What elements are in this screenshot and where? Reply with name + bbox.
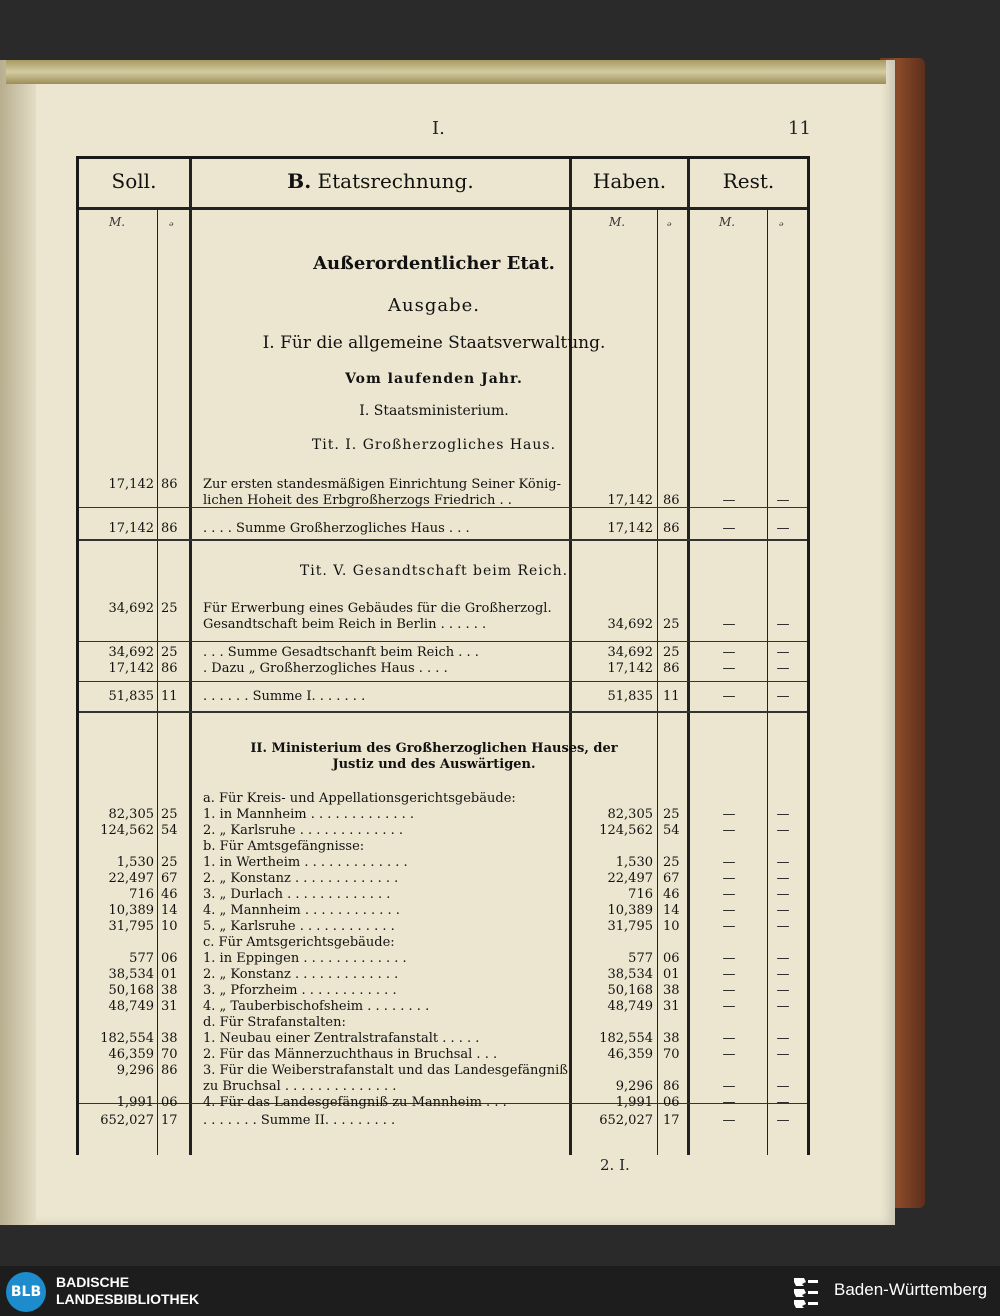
cell-hp: 54 [663, 823, 680, 838]
cell-hp: 10 [663, 919, 680, 934]
cell-r1: — [722, 1079, 736, 1094]
cell-hm: 46,359 [607, 1047, 653, 1062]
cell-sp: 25 [161, 601, 178, 616]
cell-hm: 1,530 [615, 855, 653, 870]
cell-hm: 38,534 [607, 967, 653, 982]
cell-sm: 48,749 [108, 999, 154, 1014]
cell-r1: — [722, 999, 736, 1014]
cell-hm: 17,142 [607, 661, 653, 676]
ledger-row [79, 601, 807, 617]
jahr-title: Vom laufenden Jahr. [345, 371, 523, 387]
ledger-table [76, 156, 810, 1155]
section-rule [79, 539, 807, 541]
cell-tx: 1. Neubau einer Zentralstrafanstalt . . . . . [203, 1031, 480, 1046]
cell-tx: . . . . . . . Summe II. . . . . . . . . [203, 1113, 396, 1128]
blb-line2: LANDESBIBLIOTHEK [56, 1291, 200, 1307]
cell-tx: Für Erwerbung eines Gebäudes für die Großherzogl. [203, 601, 552, 616]
ledger-row [79, 951, 807, 967]
ledger-row [79, 1015, 807, 1031]
cell-hp: 25 [663, 855, 680, 870]
cell-tx: . . . . Summe Großherzogliches Haus . . . [203, 521, 470, 536]
cell-hm: 50,168 [607, 983, 653, 998]
ledger-row [79, 999, 807, 1015]
cell-r1: — [722, 1113, 736, 1128]
cell-hm: 10,389 [607, 903, 653, 918]
cell-r2: — [776, 903, 790, 918]
ledger-row [79, 661, 807, 677]
cell-r2: — [776, 951, 790, 966]
cell-sp: 38 [161, 983, 178, 998]
cell-sm: 182,554 [100, 1031, 154, 1046]
title-letter: B. [287, 169, 312, 193]
cell-r1: — [722, 807, 736, 822]
ledger-row [79, 839, 807, 855]
cell-hm: 31,795 [607, 919, 653, 934]
cell-r1: — [722, 1047, 736, 1062]
cell-r1: — [722, 919, 736, 934]
blb-logo-icon[interactable]: BLB [6, 1272, 46, 1312]
cell-r1: — [722, 887, 736, 902]
cell-hm: 82,305 [607, 807, 653, 822]
cell-r1: — [722, 661, 736, 676]
cell-r2: — [776, 919, 790, 934]
cell-hm: 48,749 [607, 999, 653, 1014]
cell-r1: — [722, 903, 736, 918]
ledger-row [79, 1113, 807, 1129]
ledger-row [79, 617, 807, 633]
ledger-row [79, 935, 807, 951]
title-text: Etatsrechnung. [317, 169, 474, 193]
cell-hm: 182,554 [599, 1031, 653, 1046]
ledger-row [79, 791, 807, 807]
cell-sm: 17,142 [108, 521, 154, 536]
cell-r1: — [722, 967, 736, 982]
cell-tx: . . . Summe Gesadtschanft beim Reich . . . [203, 645, 479, 660]
cell-tx: 4. „ Tauberbischofsheim . . . . . . . . [203, 999, 430, 1014]
cell-tx: . . . . . . Summe I. . . . . . . [203, 689, 366, 704]
cell-r2: — [776, 855, 790, 870]
cell-tx: a. Für Kreis- und Appellationsgerichtsgebäude: [203, 791, 516, 806]
cell-sp: 06 [161, 1095, 178, 1110]
cell-tx: 2. „ Konstanz . . . . . . . . . . . . . [203, 967, 399, 982]
cell-hp: 70 [663, 1047, 680, 1062]
cell-hp: 31 [663, 999, 680, 1014]
cell-hm: 9,296 [615, 1079, 653, 1094]
cell-sm: 50,168 [108, 983, 154, 998]
cell-sp: 25 [161, 855, 178, 870]
cell-sm: 9,296 [116, 1063, 154, 1078]
cell-tx: 4. „ Mannheim . . . . . . . . . . . . [203, 903, 400, 918]
cell-sp: 86 [161, 477, 178, 492]
cell-sm: 1,530 [116, 855, 154, 870]
cell-tx: 1. in Mannheim . . . . . . . . . . . . . [203, 807, 414, 822]
cell-hm: 22,497 [607, 871, 653, 886]
cell-r1: — [722, 689, 736, 704]
cell-hp: 38 [663, 983, 680, 998]
cell-sm: 10,389 [108, 903, 154, 918]
cell-tx: 3. Für die Weiberstrafanstalt und das Landesgefängniß [203, 1063, 568, 1078]
cell-hm: 1,991 [615, 1095, 653, 1110]
header-rule [79, 207, 807, 210]
cell-r2: — [776, 983, 790, 998]
cell-tx: zu Bruchsal . . . . . . . . . . . . . . [203, 1079, 397, 1094]
cell-r1: — [722, 951, 736, 966]
cell-sm: 22,497 [108, 871, 154, 886]
ledger-row [79, 1079, 807, 1095]
cell-r2: — [776, 1031, 790, 1046]
ledger-row [79, 823, 807, 839]
cell-hp: 38 [663, 1031, 680, 1046]
cell-sp: 10 [161, 919, 178, 934]
cell-sp: 11 [161, 689, 178, 704]
cell-r2: — [776, 807, 790, 822]
cell-sm: 1,991 [116, 1095, 154, 1110]
cell-hp: 67 [663, 871, 680, 886]
cell-hp: 14 [663, 903, 680, 918]
cell-r2: — [776, 521, 790, 536]
cell-tx: 3. „ Pforzheim . . . . . . . . . . . . [203, 983, 397, 998]
cell-tx: 1. in Eppingen . . . . . . . . . . . . . [203, 951, 407, 966]
cell-sm: 577 [129, 951, 154, 966]
ledger-row [79, 807, 807, 823]
ledger-row [79, 887, 807, 903]
blb-line1: BADISCHE [56, 1274, 130, 1290]
cell-hm: 577 [628, 951, 653, 966]
ledger-row [79, 871, 807, 887]
cell-hm: 652,027 [599, 1113, 653, 1128]
footer-bar [0, 1266, 1000, 1316]
cell-r2: — [776, 823, 790, 838]
cell-tx: lichen Hoheit des Erbgroßherzogs Friedrich . . [203, 493, 512, 508]
cell-sp: 14 [161, 903, 178, 918]
unit-mark: M. [719, 215, 736, 229]
cell-tx: c. Für Amtsgerichtsgebäude: [203, 935, 395, 950]
cell-r1: — [722, 645, 736, 660]
cell-hm: 716 [628, 887, 653, 902]
cell-sp: 25 [161, 807, 178, 822]
cell-tx: 2. „ Konstanz . . . . . . . . . . . . . [203, 871, 399, 886]
cell-r1: — [722, 1031, 736, 1046]
cell-sp: 70 [161, 1047, 178, 1062]
page-gutter [0, 60, 36, 1225]
cell-hm: 17,142 [607, 493, 653, 508]
ausgabe-title: Ausgabe. [388, 295, 480, 316]
cell-tx: . Dazu „ Großherzogliches Haus . . . . [203, 661, 448, 676]
tit5-title: Tit. V. Gesandtschaft beim Reich. [299, 563, 569, 579]
cell-r2: — [776, 1095, 790, 1110]
ledger-row [79, 983, 807, 999]
rest-header: Rest. [722, 169, 775, 193]
cell-hm: 34,692 [607, 617, 653, 632]
gilt-edge [6, 60, 886, 84]
cell-sp: 67 [161, 871, 178, 886]
cell-hp: 86 [663, 661, 680, 676]
cell-r2: — [776, 967, 790, 982]
cell-r1: — [722, 871, 736, 886]
cell-sp: 17 [161, 1113, 178, 1128]
cell-r2: — [776, 871, 790, 886]
ledger-row [79, 521, 807, 537]
cell-tx: 2. „ Karlsruhe . . . . . . . . . . . . . [203, 823, 404, 838]
cell-r1: — [722, 855, 736, 870]
cell-sp: 31 [161, 999, 178, 1014]
cell-hp: 86 [663, 493, 680, 508]
cell-hp: 17 [663, 1113, 680, 1128]
cell-hm: 124,562 [599, 823, 653, 838]
unit-mark: M. [109, 215, 126, 229]
ledger-row [79, 645, 807, 661]
cell-r2: — [776, 1047, 790, 1062]
cell-sp: 38 [161, 1031, 178, 1046]
cell-hm: 17,142 [607, 521, 653, 536]
cell-r1: — [722, 1095, 736, 1110]
cell-sp: 25 [161, 645, 178, 660]
cell-hp: 25 [663, 645, 680, 660]
ledger-row [79, 1031, 807, 1047]
title-header [192, 169, 569, 193]
section-rule [79, 711, 807, 713]
bw-name[interactable]: Baden-Württemberg [834, 1280, 988, 1299]
cell-hp: 06 [663, 951, 680, 966]
unit-pf: ₔ [169, 215, 174, 229]
ledger-row [79, 1063, 807, 1079]
cell-tx: 5. „ Karlsruhe . . . . . . . . . . . . [203, 919, 395, 934]
section1-title: I. Für die allgemeine Staatsverwaltung. [262, 333, 606, 353]
cell-tx: Zur ersten standesmäßigen Einrichtung Seiner König- [203, 477, 561, 492]
cell-sp: 54 [161, 823, 178, 838]
ledger-row [79, 919, 807, 935]
tit1-title: Tit. I. Großherzogliches Haus. [311, 437, 557, 453]
ledger-row [79, 689, 807, 705]
cell-r2: — [776, 689, 790, 704]
ledger-row [79, 477, 807, 493]
cell-sm: 716 [129, 887, 154, 902]
cell-sm: 51,835 [108, 689, 154, 704]
cell-tx: d. Für Strafanstalten: [203, 1015, 346, 1030]
cell-r2: — [776, 1079, 790, 1094]
cell-r2: — [776, 1113, 790, 1128]
cell-r1: — [722, 983, 736, 998]
ledger-row [79, 903, 807, 919]
cell-tx: b. Für Amtsgefängnisse: [203, 839, 365, 854]
cell-tx: 3. „ Durlach . . . . . . . . . . . . . [203, 887, 391, 902]
min2-title-2: Justiz und des Auswärtigen. [332, 757, 536, 772]
cell-sp: 86 [161, 661, 178, 676]
cell-hm: 34,692 [607, 645, 653, 660]
ledger-row [79, 967, 807, 983]
ledger-row [79, 1047, 807, 1063]
cell-hp: 25 [663, 807, 680, 822]
cell-sm: 82,305 [108, 807, 154, 822]
cell-r2: — [776, 887, 790, 902]
cell-r1: — [722, 823, 736, 838]
cell-hp: 06 [663, 1095, 680, 1110]
cell-sp: 86 [161, 521, 178, 536]
ledger-row [79, 1095, 807, 1111]
cell-r1: — [722, 617, 736, 632]
cell-sm: 34,692 [108, 601, 154, 616]
cell-tx: 1. in Wertheim . . . . . . . . . . . . . [203, 855, 408, 870]
cell-r2: — [776, 617, 790, 632]
cell-hp: 86 [663, 521, 680, 536]
cell-hp: 46 [663, 887, 680, 902]
cell-sm: 17,142 [108, 661, 154, 676]
etat-title: Außerordentlicher Etat. [313, 253, 555, 274]
staatsmin-title: I. Staatsministerium. [359, 403, 509, 419]
cell-tx: 2. Für das Männerzuchthaus in Bruchsal . . . [203, 1047, 498, 1062]
cell-r1: — [722, 521, 736, 536]
cell-r2: — [776, 645, 790, 660]
cell-sp: 01 [161, 967, 178, 982]
sum-rule [79, 681, 807, 682]
cell-sp: 86 [161, 1063, 178, 1078]
cell-sm: 46,359 [108, 1047, 154, 1062]
unit-mark: M. [609, 215, 626, 229]
cell-sp: 06 [161, 951, 178, 966]
cell-sm: 31,795 [108, 919, 154, 934]
cell-r2: — [776, 493, 790, 508]
cell-sm: 652,027 [100, 1113, 154, 1128]
cell-hp: 86 [663, 1079, 680, 1094]
cell-hp: 01 [663, 967, 680, 982]
cell-sm: 38,534 [108, 967, 154, 982]
cell-sm: 17,142 [108, 477, 154, 492]
cell-tx: 4. Für das Landesgefängniß zu Mannheim . . . [203, 1095, 507, 1110]
cell-r2: — [776, 661, 790, 676]
cell-tx: Gesandtschaft beim Reich in Berlin . . . . . . [203, 617, 487, 632]
min2-title-1: II. Ministerium des Großherzoglichen Hauses, der [250, 741, 618, 756]
cell-sm: 124,562 [100, 823, 154, 838]
page-number: 11 [788, 118, 811, 139]
blb-name[interactable] [56, 1274, 199, 1308]
ledger-row [79, 855, 807, 871]
sum-rule [79, 641, 807, 642]
ledger-row [79, 493, 807, 509]
cell-sp: 46 [161, 887, 178, 902]
cell-hp: 25 [663, 617, 680, 632]
bw-lions-icon [790, 1274, 822, 1310]
unit-pf: ₔ [779, 215, 784, 229]
haben-header: Haben. [592, 169, 667, 193]
cell-sm: 34,692 [108, 645, 154, 660]
printer-signature: 2. I. [600, 1156, 630, 1174]
cell-r1: — [722, 493, 736, 508]
soll-header: Soll. [111, 169, 157, 193]
cell-r2: — [776, 999, 790, 1014]
cell-hp: 11 [663, 689, 680, 704]
section-marker: I. [432, 118, 445, 139]
unit-pf: ₔ [667, 215, 672, 229]
cell-hm: 51,835 [607, 689, 653, 704]
